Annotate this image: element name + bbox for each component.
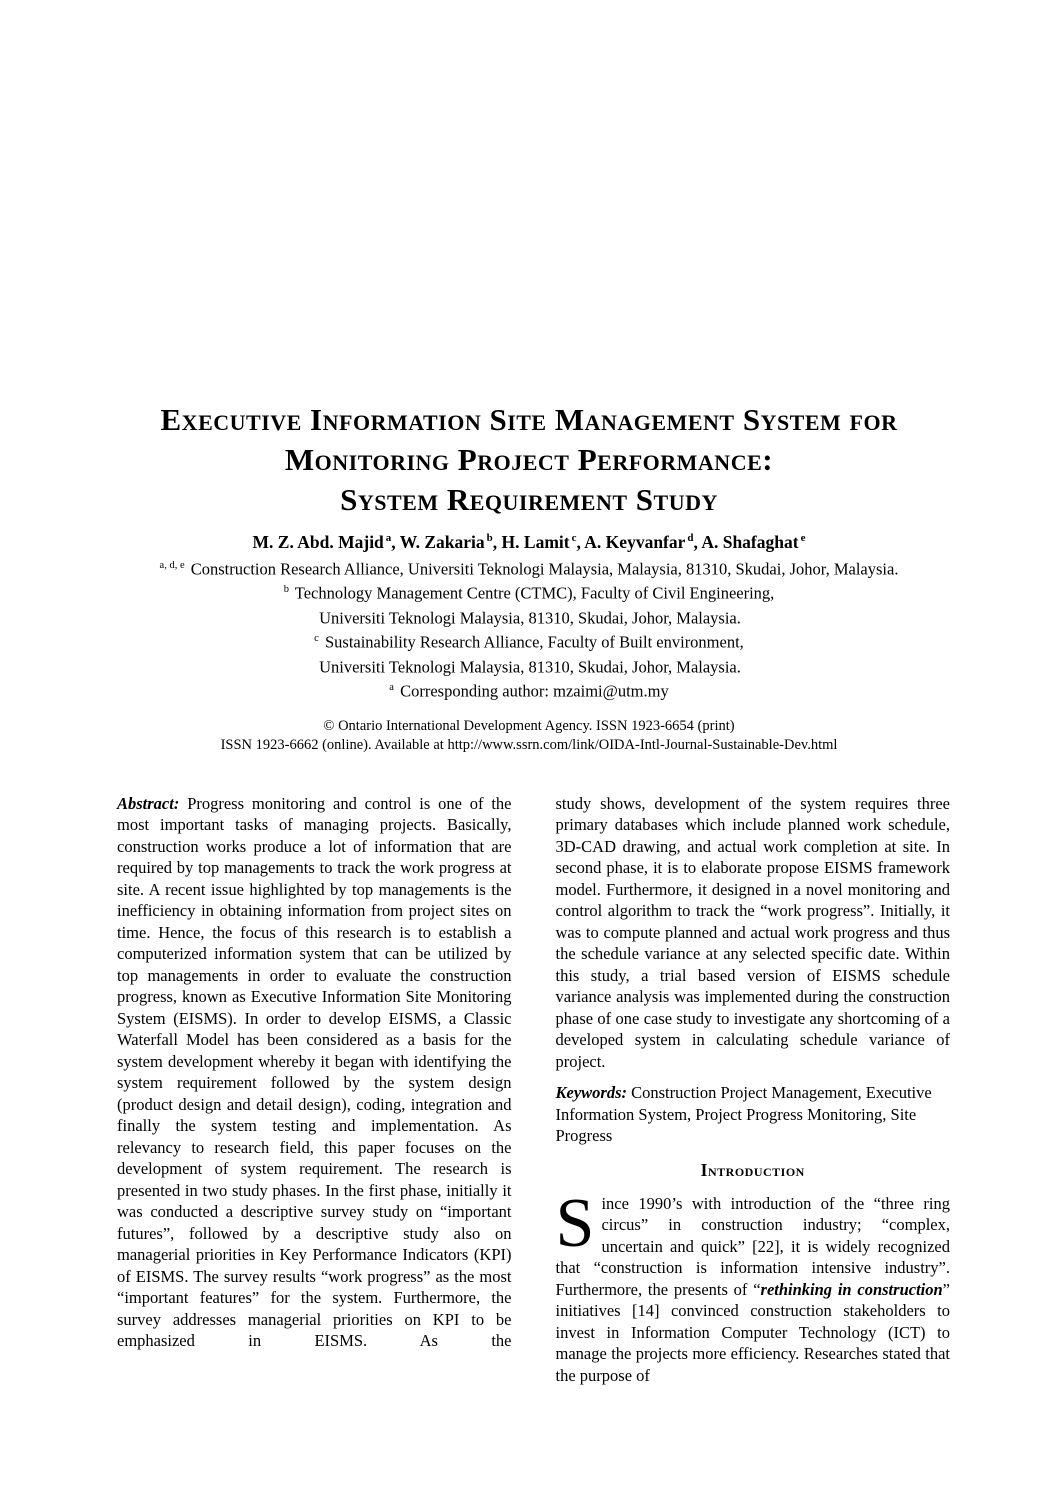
title-line-1: Executive Information Site Management System for	[160, 402, 898, 437]
abstract-text: Progress monitoring and control is one of the most important tasks of managing projects. Basically, construction works produce a lot of information that are required by top managements to track the work progress at site. A recent issue highlighted by top managements is the inefficiency in obtaining information from project sites on time. Hence, the focus of this research is to establish a computerized information system that can be utilized by top managements in order to evaluate the construction progress, known as Executive Information Site Monitoring System (EISMS). In order to develop EISMS, a Classic Waterfall Model has been considered as a basis for the system development whereby it began with identifying the system requirement followed by the system design (product design and detail design), coding, integration and finally the system testing and implementation. As relevancy to research field, this paper focuses on the development of system requirement. The research is presented in two study phases. In the first phase, initially it was conducted a descriptive survey study on “important futures”, followed by a descriptive study also on managerial priorities in Key Performance Indicators (KPI) of EISMS. The survey results “work progress” as the most “important features” for the system. Furthermore, the survey addresses managerial priorities on KPI to be emphasized in EISMS. As the	[117, 793, 512, 1351]
abstract-continued-paragraph: study shows, development of the system requires three primary databases which include planned work schedule, 3D-CAD drawing, and actual work completion at site. In second phase, it is to elaborate propose EISMS framework model. Furthermore, it designed in a novel monitoring and control algorithm to track the “work progress”. Initially, it was to compute planned and actual work progress and thus the schedule variance at any selected specific date. Within this study, a trial based version of EISMS schedule variance analysis was implemented during the construction phase of one case study to investigate any shortcoming of a developed system in calculating schedule variance of project.	[555, 793, 950, 1071]
affiliation-line	[0, 628, 1058, 653]
affiliation-sup: c	[314, 633, 319, 645]
author-sup: d	[687, 532, 694, 544]
affiliation-sup: a, d, e	[159, 559, 185, 571]
author-sup: b	[486, 532, 493, 544]
affiliation-line	[0, 653, 1058, 678]
affiliation-sup: b	[283, 584, 289, 596]
introduction-heading: Introduction	[700, 1159, 805, 1180]
author-line	[0, 527, 1058, 553]
author	[701, 532, 805, 552]
introduction-text-2: ” initiatives [14] convinced construction stakeholders to invest in Information Computer Technology (ICT) to manage the projects more efficiency. Researches stated that the purpose of	[555, 1279, 950, 1385]
issn-url-line: ISSN 1923-6662 (online). Available at http://www.ssrn.com/link/OIDA-Intl-Journal-Sustainable-Dev.html	[220, 736, 838, 753]
abstract-paragraph	[117, 793, 512, 1352]
author-name: W. Zakaria	[399, 531, 485, 552]
author-separator: ,	[492, 531, 502, 552]
affiliation-text: Construction Research Alliance, Universiti Teknologi Malaysia, Malaysia, 81310, Skudai, Johor, Malaysia.	[190, 559, 899, 579]
affiliation-text: Universiti Teknologi Malaysia, 81310, Skudai, Johor, Malaysia.	[319, 608, 741, 628]
affiliations-block	[0, 555, 1058, 702]
copyright-issn-line: © Ontario International Development Agency. ISSN 1923-6654 (print)	[323, 717, 735, 734]
affiliation-line	[0, 555, 1058, 580]
author-sup: e	[800, 532, 806, 544]
left-column	[117, 793, 512, 1362]
abstract-label: Abstract:	[117, 793, 180, 813]
two-column-body	[0, 793, 1058, 1397]
introduction-paragraph	[555, 1184, 951, 1387]
paper-title	[0, 400, 1058, 520]
affiliation-sup: a	[389, 682, 394, 694]
corresponding-author-line	[0, 677, 1058, 702]
dropcap-letter: S	[555, 1184, 595, 1262]
introduction-italic-phrase: rethinking in construction	[760, 1279, 943, 1299]
author-sup: a	[385, 532, 392, 544]
author-separator: ,	[391, 531, 400, 552]
author-separator: ,	[576, 531, 585, 552]
author	[584, 532, 701, 552]
affiliation-text: Sustainability Research Alliance, Faculty of Built environment,	[324, 632, 744, 652]
affiliation-text: Universiti Teknologi Malaysia, 81310, Skudai, Johor, Malaysia.	[319, 657, 741, 677]
author	[253, 532, 400, 552]
author-sup: c	[571, 532, 577, 544]
author-separator: ,	[693, 531, 702, 552]
author	[502, 532, 585, 552]
author-name: H. Lamit	[501, 531, 570, 552]
author-name: A. Shafaghat	[701, 531, 799, 552]
affiliation-text: Technology Management Centre (CTMC), Faculty of Civil Engineering,	[294, 583, 775, 603]
keywords-paragraph	[556, 1082, 951, 1147]
right-column	[556, 793, 951, 1397]
title-line-3: System Requirement Study	[340, 482, 718, 517]
keywords-text: Construction Project Management, Executive Information System, Project Progress Monitoring, Site Progress	[555, 1083, 932, 1146]
keywords-label: Keywords:	[555, 1083, 627, 1103]
affiliation-line	[0, 604, 1058, 629]
introduction-text-1: ince 1990’s with introduction of the “three ring circus” in construction industry; “complex, uncertain and quick” [22], it is widely recognized that “construction is information intensive industry”. Furthermore, the presents of “	[555, 1193, 950, 1299]
corresponding-author-text: Corresponding author: mzaimi@utm.my	[400, 681, 669, 701]
author-name: M. Z. Abd. Majid	[252, 531, 384, 552]
author	[400, 532, 502, 552]
author-name: A. Keyvanfar	[584, 531, 686, 552]
publisher-block	[0, 717, 1058, 755]
affiliation-line	[0, 579, 1058, 604]
title-line-2: Monitoring Project Performance:	[284, 442, 774, 477]
